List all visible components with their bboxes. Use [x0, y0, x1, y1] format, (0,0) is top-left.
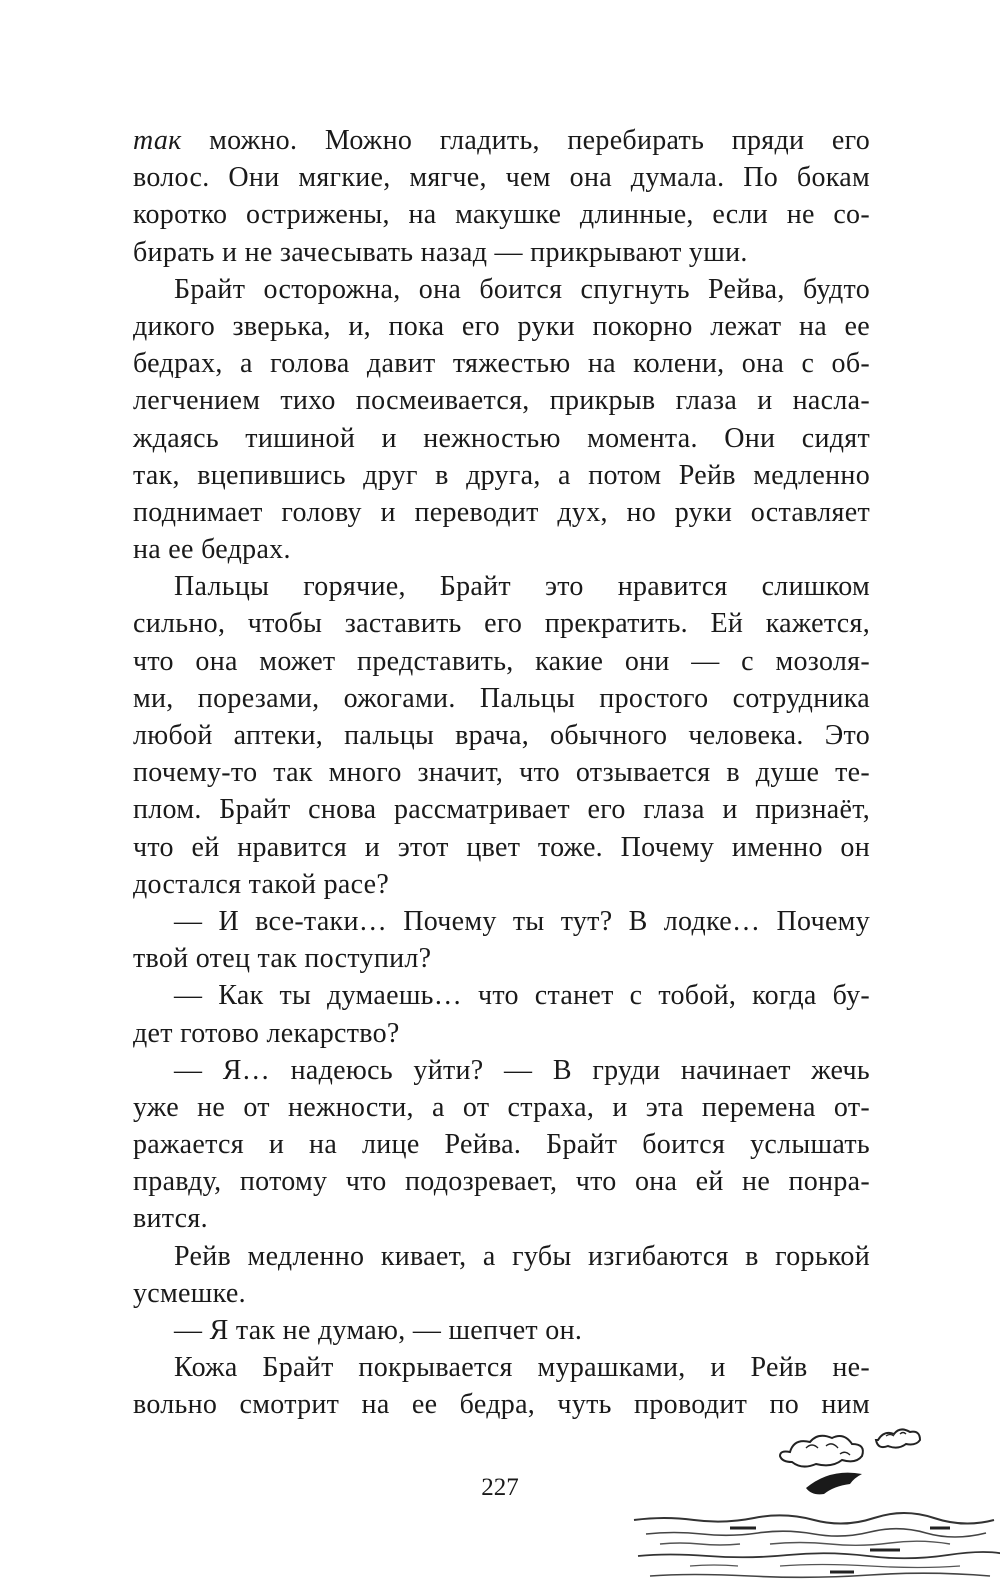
text-line: дет готово лекарство? [133, 1017, 400, 1049]
text-line: Кожа Брайт покрывается мурашками, и Рейв не- [174, 1352, 870, 1384]
text-line: вольно смотрит на ее бедра, чуть проводит по ним [133, 1389, 870, 1421]
text-line: поднимает голову и переводит дух, но руки оставляет [133, 496, 870, 528]
text-line: — И все-таки… Почему ты тут? В лодке… Почему [174, 905, 870, 937]
text-line: ражается и на лице Рейва. Брайт боится услышать [133, 1129, 870, 1161]
italic-word: так [133, 125, 182, 156]
text-line: плом. Брайт снова рассматривает его глаза и признаёт, [133, 794, 870, 826]
text-line: ждаясь тишиной и нежностью момента. Они сидят [133, 422, 870, 454]
page-number: 227 [481, 1474, 519, 1501]
text-line: твой отец так поступил? [133, 943, 432, 975]
text-line: — Я так не думаю, — шепчет он. [174, 1315, 583, 1346]
text-line: ми, порезами, ожогами. Пальцы простого сотрудника [133, 682, 870, 714]
text-line: правду, потому что подозревает, что она ей не понра- [133, 1166, 870, 1198]
text-line: так, вцепившись друг в друга, а потом Рейв медленно [133, 459, 870, 491]
body-text [133, 122, 870, 1424]
text-line: что она может представить, какие они — с мозоля- [133, 645, 870, 677]
text-line: почему-то так много значит, что отзывается в душе те- [133, 757, 870, 789]
text-line: волос. Они мягкие, мягче, чем она думала. По бокам [133, 162, 870, 194]
text-line: дикого зверька, и, пока его руки покорно лежат на ее [133, 310, 870, 342]
text-line: так можно. Можно гладить, перебирать пряди его [133, 125, 870, 156]
text-line: что ей нравится и этот цвет тоже. Почему именно он [133, 831, 870, 863]
text-line: уже не от нежности, а от страха, и эта перемена от- [133, 1091, 870, 1123]
text-line: бирать и не зачесывать назад — прикрывают уши. [133, 236, 748, 268]
text-line: достался такой расе? [133, 868, 390, 900]
seascape-clouds-ornament-icon [630, 1410, 1000, 1582]
text-line: коротко острижены, на макушке длинные, если не со- [133, 199, 870, 231]
text-line: — Я… надеюсь уйти? — В груди начинает жечь [174, 1054, 870, 1086]
text-line: вится. [133, 1203, 208, 1235]
text-line: бедрах, а голова давит тяжестью на колени, она с об- [133, 348, 870, 380]
text-line: Рейв медленно кивает, а губы изгибаются в горькой [174, 1240, 870, 1272]
text-line: на ее бедрах. [133, 534, 291, 566]
text-line: усмешке. [133, 1277, 246, 1309]
text-line: Пальцы горячие, Брайт это нравится слишком [174, 571, 870, 603]
text-line: сильно, чтобы заставить его прекратить. Ей кажется, [133, 608, 870, 640]
text-line: легчением тихо посмеивается, прикрыв глаза и насла- [133, 385, 870, 417]
text-line: — Как ты думаешь… что станет с тобой, когда бу- [174, 980, 870, 1012]
text-line: Брайт осторожна, она боится спугнуть Рейва, будто [174, 273, 870, 305]
text-line: любой аптеки, пальцы врача, обычного человека. Это [133, 720, 870, 751]
